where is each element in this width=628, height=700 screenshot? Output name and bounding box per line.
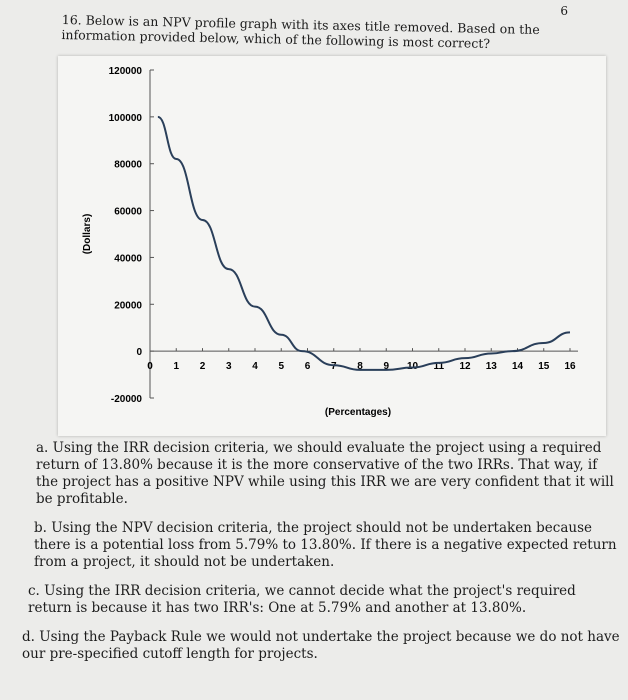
x-tick-label: 13 — [485, 361, 497, 373]
x-tick-label: 9 — [383, 361, 390, 373]
y-tick-label: 20000 — [114, 300, 142, 312]
option-b[interactable]: b. Using the NPV decision criteria, the project should not be undertaken because there is a potential loss from 5.79% to 13.80%. If there is a negative expected return from a project, it should not be undertaken. — [34, 520, 617, 570]
y-ticks — [109, 66, 154, 405]
option-c[interactable]: c. Using the IRR decision criteria, we cannot decide what the project's required return is because it has two IRR's: One at 5.79% and another at 13.80%. — [28, 583, 576, 616]
x-tick-label: 5 — [278, 361, 285, 373]
x-tick-label: 14 — [511, 361, 524, 373]
x-tick-label: 1 — [173, 361, 180, 373]
y-axis-label: (Dollars) — [82, 213, 93, 255]
answer-options — [22, 440, 622, 675]
option-d[interactable]: d. Using the Payback Rule we would not undertake the project because we do not have our pre-specified cutoff length for projects. — [22, 629, 620, 662]
x-tick-label: 11 — [433, 361, 445, 373]
x-tick-label: 3 — [225, 361, 232, 373]
y-tick-label: -20000 — [110, 394, 142, 405]
y-tick-label: 60000 — [114, 206, 142, 218]
x-tick-label: 8 — [357, 361, 363, 373]
x-tick-label: 12 — [459, 361, 471, 373]
y-tick-label: 100000 — [108, 112, 142, 124]
page-number: 6 — [560, 4, 568, 18]
x-tick-label: 15 — [538, 361, 550, 373]
x-tick-label: 10 — [406, 361, 419, 373]
y-tick-label: 120000 — [108, 66, 142, 77]
x-tick-label: 4 — [252, 361, 258, 373]
y-tick-label: 0 — [136, 347, 142, 359]
x-tick-label: 2 — [199, 361, 206, 373]
x-axis-label: (Percentages) — [324, 407, 392, 418]
y-tick-label: 40000 — [114, 253, 142, 265]
x-tick-label: 0 — [147, 361, 153, 373]
y-tick-label: 80000 — [114, 159, 142, 171]
chart-axes — [150, 70, 578, 398]
x-tick-label: 6 — [304, 361, 311, 373]
x-tick-label: 7 — [330, 361, 337, 373]
question-text: 16. Below is an NPV profile graph with its axes title removed. Based on the information provided below, which of the following is most correct? — [61, 12, 540, 51]
chart-svg — [58, 56, 606, 436]
option-a[interactable]: a. Using the IRR decision criteria, we should evaluate the project using a required return of 13.80% because it is the more conservative of the two IRRs. That way, if the project has a positive NPV while using this IRR we are very confident that it will be profitable. — [36, 440, 614, 507]
npv-profile-chart — [58, 56, 606, 436]
x-tick-label: 16 — [564, 361, 576, 373]
